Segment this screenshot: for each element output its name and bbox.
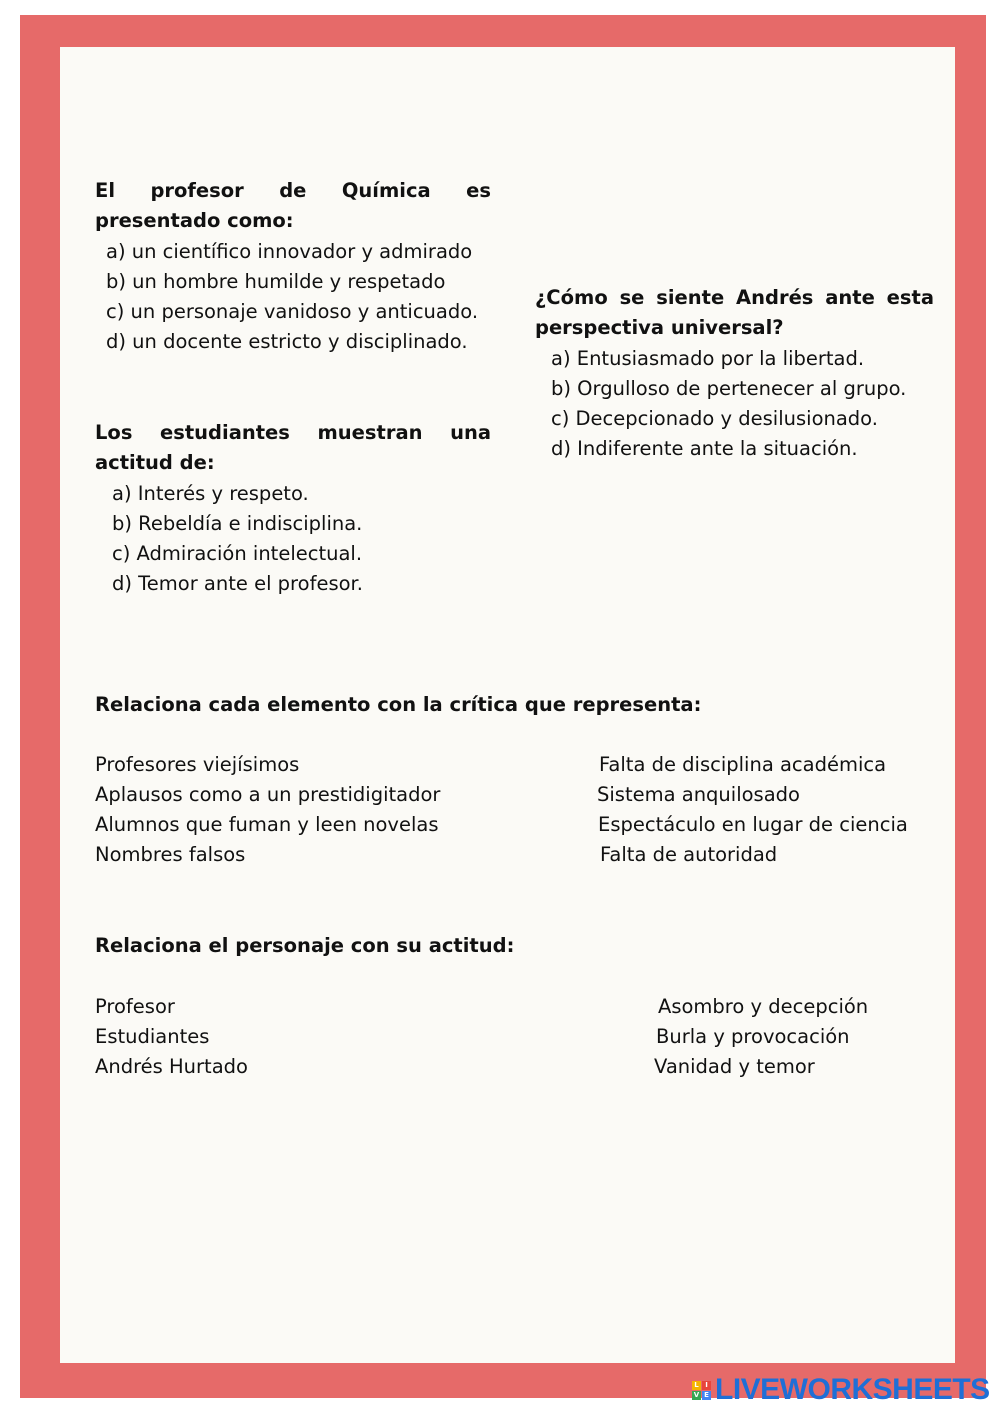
question-3-prompt: ¿Cómo se siente Andrés ante esta perspectiva universal? (535, 286, 934, 340)
question-1-option-b[interactable]: b) un hombre humilde y respetado (106, 269, 446, 293)
match-1-left-item[interactable]: Aplausos como a un prestidigitador (95, 783, 441, 806)
question-2-option-a[interactable]: a) Interés y respeto. (112, 481, 309, 505)
logo-letter-tile: I (702, 1381, 711, 1390)
question-1-prompt: El profesor de Química es presentado como: (95, 179, 491, 233)
question-1-option-a[interactable]: a) un científico innovador y admirado (106, 239, 473, 263)
match-2-heading-wrap (95, 931, 514, 961)
question-2 (95, 418, 491, 600)
question-1-option-c[interactable]: c) un personaje vanidoso y anticuado. (106, 300, 479, 324)
match-2-left-item[interactable]: Profesor (95, 995, 175, 1018)
question-3 (535, 283, 934, 465)
question-2-option-d[interactable]: d) Temor ante el profesor. (112, 572, 363, 596)
match-1-left-item[interactable]: Nombres falsos (95, 843, 246, 866)
logo-letter-tile: V (693, 1390, 700, 1399)
match-2-right-item[interactable]: Vanidad y temor (654, 1055, 815, 1078)
logo-letter-tile: L (692, 1381, 701, 1390)
match-1-heading: Relaciona cada elemento con la crítica que representa: (95, 693, 702, 716)
match-1-right-item[interactable]: Sistema anquilosado (597, 783, 800, 806)
question-1 (95, 176, 491, 358)
liveworksheets-logo-text: LIVEWORKSHEETS (715, 1373, 990, 1406)
match-1-heading-wrap (95, 690, 701, 720)
match-2-right-item[interactable]: Burla y provocación (656, 1025, 850, 1048)
question-2-option-b[interactable]: b) Rebeldía e indisciplina. (112, 511, 363, 535)
match-2-left-item[interactable]: Estudiantes (95, 1025, 210, 1048)
question-3-option-c[interactable]: c) Decepcionado y desilusionado. (551, 407, 878, 431)
match-2-left-item[interactable]: Andrés Hurtado (95, 1055, 248, 1078)
question-3-option-a[interactable]: a) Entusiasmado por la libertad. (551, 346, 865, 370)
logo-letter-tile: E (702, 1391, 711, 1400)
liveworksheets-logo[interactable] (692, 1374, 990, 1406)
match-1-right-item[interactable]: Falta de autoridad (600, 843, 778, 866)
question-2-prompt: Los estudiantes muestran una actitud de: (95, 421, 491, 475)
question-2-option-c[interactable]: c) Admiración intelectual. (112, 542, 363, 566)
question-3-option-d[interactable]: d) Indiferente ante la situación. (551, 437, 858, 461)
match-1-right-item[interactable]: Falta de disciplina académica (599, 753, 887, 776)
match-1-right-item[interactable]: Espectáculo en lugar de ciencia (598, 813, 908, 836)
question-1-option-d[interactable]: d) un docente estricto y disciplinado. (106, 330, 468, 354)
question-3-option-b[interactable]: b) Orgulloso de pertenecer al grupo. (551, 376, 907, 400)
match-2-right-item[interactable]: Asombro y decepción (658, 995, 869, 1018)
match-1-left-item[interactable]: Alumnos que fuman y leen novelas (95, 813, 439, 836)
match-2-heading: Relaciona el personaje con su actitud: (95, 934, 515, 957)
liveworksheets-logo-icon (692, 1381, 711, 1400)
match-1-left-item[interactable]: Profesores viejísimos (95, 753, 300, 776)
